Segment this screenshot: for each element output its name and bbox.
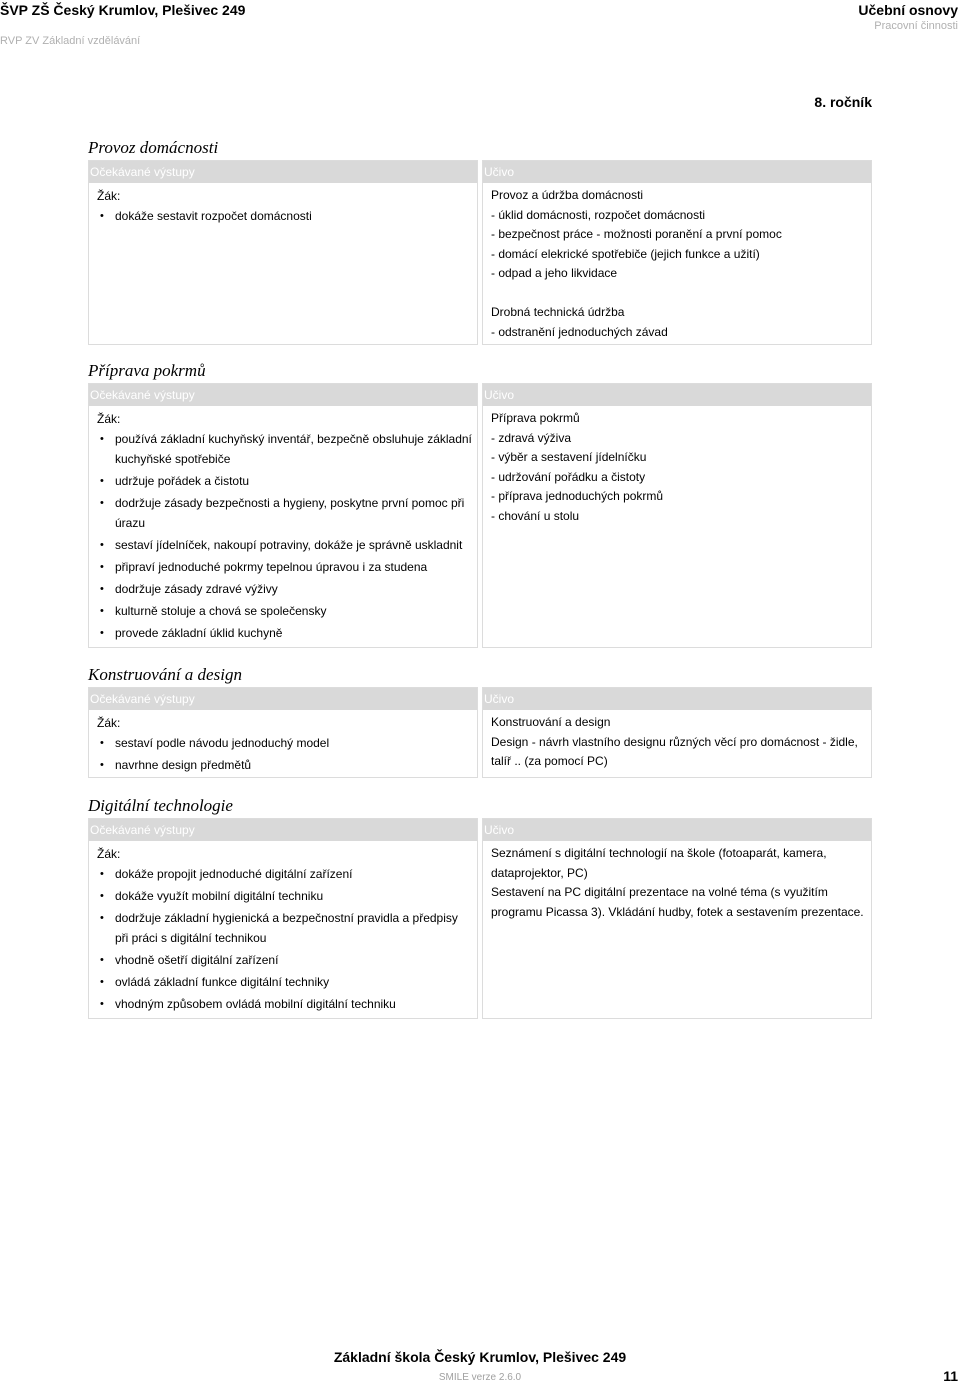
section-konstruovani-design (88, 687, 872, 778)
outcome-item: • kulturně stoluje a chová se společensky (97, 601, 473, 621)
subject-name: Pracovní činnosti (874, 20, 958, 32)
outcomes-list (97, 206, 473, 226)
outcome-item: • udržuje pořádek a čistotu (97, 471, 473, 491)
content-line: - odpad a jeho likvidace (491, 266, 618, 280)
content-line: Příprava pokrmů (491, 411, 580, 425)
content-line: - výběr a sestavení jídelníčku (491, 450, 647, 464)
outcomes-column (88, 160, 478, 345)
content-paragraph: Design - návrh vlastního designu různých věcí pro domácnost - židle, talíř .. (za pomocí PC) (491, 734, 858, 768)
content-column (482, 687, 872, 778)
content-column (482, 160, 872, 345)
content-spacer (491, 284, 867, 304)
content-line: - odstranění jednoduchých závad (491, 324, 668, 339)
outcome-item: • dodržuje zásady zdravé výživy (97, 579, 473, 599)
content-line: - bezpečnost práce - možnosti poranění a první pomoc (491, 227, 782, 241)
content-line: - udržování pořádku a čistoty (491, 469, 646, 484)
outcomes-list (97, 733, 473, 775)
outcome-item: • dokáže propojit jednoduché digitální zařízení (97, 864, 473, 884)
content-line: - chování u stolu (491, 508, 580, 523)
outcome-item: • sestaví podle návodu jednoduchý model (97, 733, 473, 753)
section-title: Digitální technologie (88, 796, 233, 815)
outcome-item: • používá základní kuchyňský inventář, bezpečně obsluhuje základní kuchyňské spotřebiče (97, 429, 473, 469)
outcomes-column (88, 383, 478, 648)
outcome-item: • sestaví jídelníček, nakoupí potraviny, dokáže je správně uskladnit (97, 535, 473, 555)
content-line: Konstruování a design (491, 715, 611, 729)
section-priprava-pokrmu (88, 383, 872, 648)
content-line: Provoz a údržba domácnosti (491, 188, 644, 202)
content-line: - úklid domácnosti, rozpočet domácnosti (491, 207, 706, 222)
content-paragraph: Seznámení s digitální technologií na škole (fotoaparát, kamera, dataprojektor, PC) (491, 846, 827, 880)
outcomes-column (88, 818, 478, 1019)
outcome-item: • vhodným způsobem ovládá mobilní digitální techniku (97, 994, 473, 1014)
outcomes-list (97, 864, 473, 1014)
content-line: - domácí elekrické spotřebiče (jejich funkce a užití) (491, 246, 760, 261)
content-header: Učivo (483, 384, 871, 406)
content-header: Učivo (483, 688, 871, 710)
pupil-label: Žák: (97, 847, 121, 861)
section-provoz-domacnosti (88, 160, 872, 345)
outcome-item: • připraví jednoduché pokrmy tepelnou úpravou i za studena (97, 557, 473, 577)
content-column (482, 383, 872, 648)
section-title: Provoz domácnosti (88, 138, 219, 157)
content-header: Učivo (483, 819, 871, 841)
outcome-item: • ovládá základní funkce digitální techniky (97, 972, 473, 992)
outcome-item: • dokáže využít mobilní digitální techniku (97, 886, 473, 906)
document-header-subtitle: RVP ZV Základní vzdělávání (0, 35, 141, 47)
content-line: Drobná technická údržba (491, 305, 625, 319)
outcomes-header: Očekávané výstupy (89, 161, 477, 183)
outcomes-header: Očekávané výstupy (89, 384, 477, 406)
content-column (482, 818, 872, 1019)
section-digitalni-technologie (88, 818, 872, 1019)
content-line: - příprava jednoduchých pokrmů (491, 489, 664, 503)
outcome-item: • navrhne design předmětů (97, 755, 473, 775)
content-header: Učivo (483, 161, 871, 183)
footer-school-name: Základní škola Český Krumlov, Plešivec 249 (333, 1349, 627, 1365)
outcomes-column (88, 687, 478, 778)
section-title: Příprava pokrmů (88, 361, 206, 380)
outcomes-header: Očekávané výstupy (89, 819, 477, 841)
pupil-label: Žák: (97, 189, 121, 203)
footer-version: SMILE verze 2.6.0 (438, 1372, 522, 1383)
outcome-item: • provede základní úklid kuchyně (97, 623, 473, 643)
pupil-label: Žák: (97, 412, 121, 426)
outcomes-list (97, 429, 473, 643)
pupil-label: Žák: (97, 716, 121, 730)
outcome-item: • dodržuje zásady bezpečnosti a hygieny, poskytne první pomoc při úrazu (97, 493, 473, 533)
outcome-item: • dokáže sestavit rozpočet domácnosti (97, 206, 473, 226)
syllabus-title: Učební osnovy (858, 2, 958, 18)
page-number: 11 (943, 1368, 958, 1384)
outcome-item: • dodržuje základní hygienická a bezpečnostní pravidla a předpisy při práci s digitální technikou (97, 908, 473, 948)
content-paragraph: Sestavení na PC digitální prezentace na volné téma (s využitím programu Picassa 3). Vkládání hudby, fotek a sestavením prezentace. (491, 885, 864, 919)
grade-label: 8. ročník (814, 94, 872, 110)
outcomes-header: Očekávané výstupy (89, 688, 477, 710)
content-line: - zdravá výživa (491, 430, 572, 445)
document-header-title: ŠVP ZŠ Český Krumlov, Plešivec 249 (0, 2, 246, 18)
outcome-item: • vhodně ošetří digitální zařízení (97, 950, 473, 970)
section-title: Konstruování a design (88, 665, 242, 684)
